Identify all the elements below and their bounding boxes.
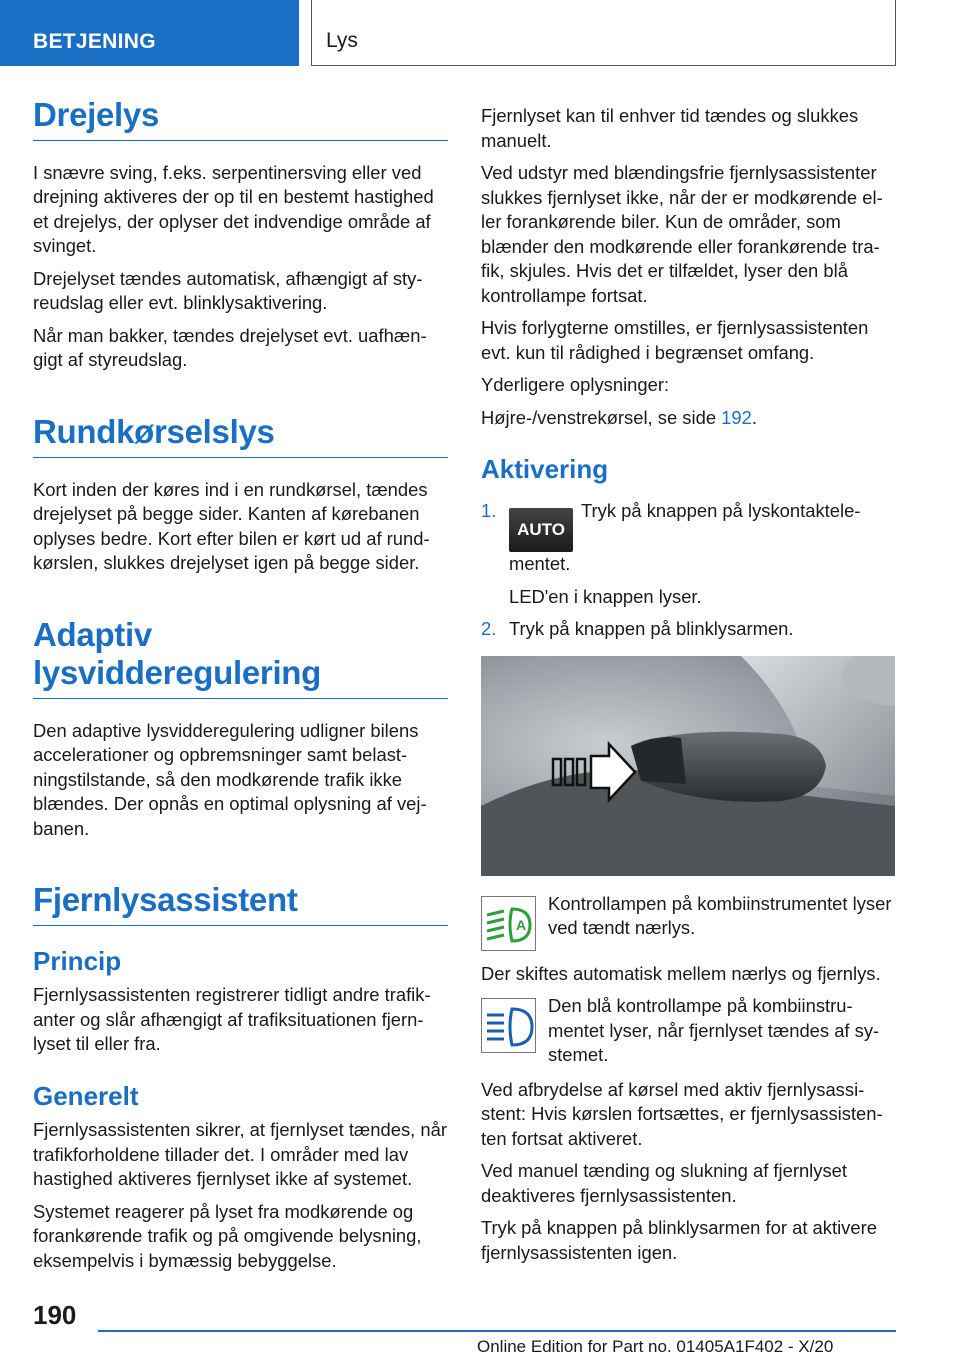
paragraph: Drejelyset tændes automatisk, afhængigt af styreudslag eller evt. blinklysaktivering. bbox=[33, 267, 423, 314]
paragraph: Fjernlysassistenten registrerer tidligt andre trafikanter og slår afhængigt af trafiksituationen fjernlyset til eller fra. bbox=[33, 984, 431, 1055]
stalk-illustration bbox=[481, 656, 895, 876]
subheading-aktivering: Aktivering bbox=[481, 454, 609, 484]
paragraph: Fjernlyset kan til enhver tid tændes og slukkes manuelt. bbox=[481, 105, 859, 151]
step-2: 2. Tryk på knappen på blinklysarmen. bbox=[481, 617, 896, 642]
step-number: 1. bbox=[481, 500, 497, 522]
heading-fjernlysassistent: Fjernlysassistent bbox=[33, 881, 448, 926]
paragraph: Ved manuel tænding og slukning af fjernlyset deaktiveres fjernlysassistenten. bbox=[481, 1160, 847, 1206]
paragraph: Der skiftes automatisk mellem nærlys og fjernlys. bbox=[481, 962, 881, 984]
turn-signal-stalk-photo bbox=[481, 656, 895, 876]
paragraph: Ved udstyr med blændingsfrie fjernlysassistenter slukkes fjernlyset ikke, når der er modkørende eller forankørende biler. Kun de områder, som blænder den modkørende eller forankørende trafik, skjules. Hvis det er tilfældet, lyser den blå kontrollampe fortsat. bbox=[481, 162, 883, 306]
footer-divider bbox=[98, 1330, 896, 1332]
paragraph: Den blå kontrollampe på kombiinstrumentet lyser, når fjernlyset tændes af systemet. bbox=[548, 995, 880, 1066]
chapter-title: Lys bbox=[326, 29, 358, 52]
paragraph: Fjernlysassistenten sikrer, at fjernlyset tændes, når trafikforholdene tillader det. I områder med lav hastighed aktiveres fjernlyset ikke af systemet. bbox=[33, 1119, 447, 1190]
section-title: BETJENING bbox=[33, 30, 156, 53]
paragraph: Tryk på knappen på blinklysarmen for at aktivere fjernlysassistenten igen. bbox=[481, 1217, 877, 1263]
heading-adaptiv: Adaptiv lysvidderegulering bbox=[33, 616, 448, 699]
section-tab bbox=[0, 0, 299, 66]
paragraph: Yderligere oplysninger: bbox=[481, 374, 670, 395]
high-beam-indicator-icon bbox=[481, 998, 536, 1053]
subheading-princip: Princip bbox=[33, 946, 122, 977]
page-link[interactable]: 192 bbox=[721, 406, 752, 428]
chapter-box bbox=[311, 0, 896, 66]
auto-button-icon: AUTO bbox=[509, 508, 573, 552]
high-beam-lamp-row bbox=[481, 994, 896, 1068]
paragraph: Når man bakker, tændes drejelyset evt. uafhængigt af styreudslag. bbox=[33, 324, 427, 371]
paragraph: Systemet reagerer på lyset fra modkørende og forankørende trafik og på omgivende belysning, eksempelvis i bymæssig bebyggelse. bbox=[33, 1200, 422, 1271]
low-beam-indicator-icon bbox=[481, 896, 536, 951]
cross-reference: Højre-/venstrekørsel, se side 192. bbox=[481, 406, 757, 428]
paragraph: Kontrollampen på kombiinstrumentet lyser ved tændt nærlys. bbox=[548, 892, 892, 939]
step-note: LED'en i knappen lyser. bbox=[509, 585, 702, 607]
page-number: 190 bbox=[33, 1300, 77, 1330]
paragraph: Kort inden der køres ind i en rundkørsel, tændes drejelyset på begge sider. Kanten af kørebanen oplyses bedre. Kort efter bilen er kørt ud af rundkørslen, slukkes drejelyset igen på begge sider. bbox=[33, 478, 430, 574]
paragraph: Ved afbrydelse af kørsel med aktiv fjernlysassistent: Hvis kørslen fortsættes, er fjernlysassistenten fortsat aktiveret. bbox=[481, 1078, 883, 1149]
low-beam-lamp-row bbox=[481, 892, 896, 952]
paragraph: I snævre sving, f.eks. serpentinersving eller ved drejning aktiveres der op til en bestemt hastighed et drejelys, der oplyser det indvendige område af svinget. bbox=[33, 161, 434, 257]
paragraph: Den adaptive lysvidderegulering udligner bilens accelerationer og opbremsninger samt belastningstilstande, så den modkørende trafik ikke blændes. Der opnås en optimal oplysning af vejbanen. bbox=[33, 719, 427, 839]
step-1: 1. AUTOTryk på knappen på lyskontaktelementet. LED'en i knappen lyser. bbox=[481, 499, 896, 609]
paragraph: Hvis forlygterne omstilles, er fjernlysassistenten evt. kun til rådighed i begrænset omfang. bbox=[481, 317, 869, 363]
left-column bbox=[33, 96, 448, 1281]
step-number: 2. bbox=[481, 618, 497, 640]
heading-rundkorselslys: Rundkørselslys bbox=[33, 413, 448, 458]
subheading-generelt: Generelt bbox=[33, 1080, 139, 1111]
svg-text:A: A bbox=[516, 916, 527, 933]
edition-note: Online Edition for Part no. 01405A1F402 - X/20 bbox=[477, 1337, 834, 1356]
right-column bbox=[481, 104, 896, 1273]
heading-drejelys: Drejelys bbox=[33, 96, 448, 141]
